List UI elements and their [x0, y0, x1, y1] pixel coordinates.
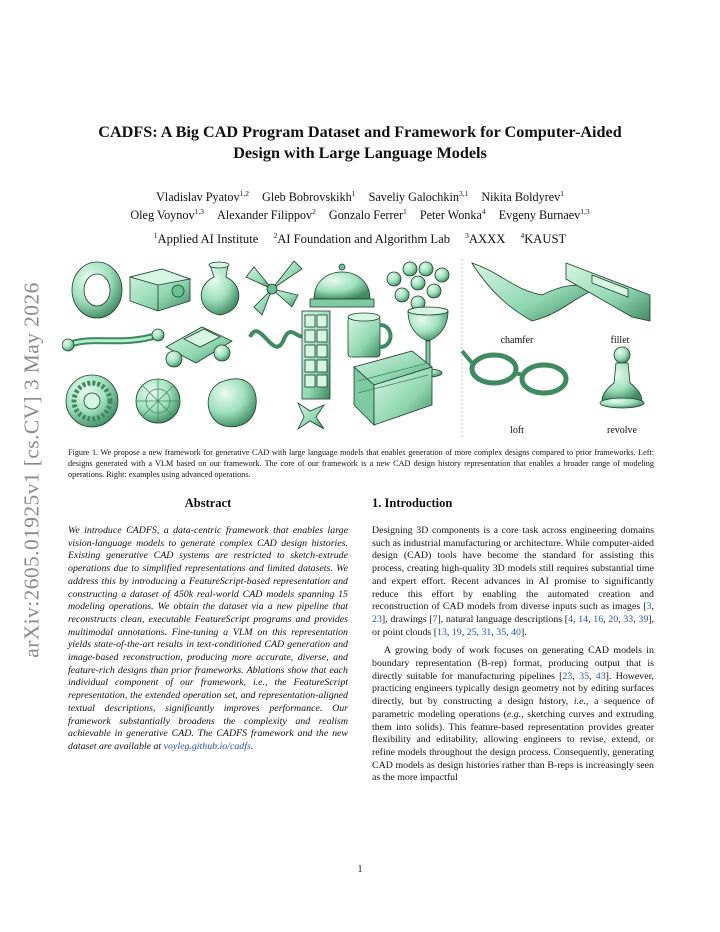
author [130, 208, 204, 222]
gear-model [66, 375, 118, 427]
citation-link[interactable]: 25 [466, 626, 477, 638]
author-name: Vladislav Pyatov [156, 190, 240, 204]
author-name: Oleg Voynov [130, 208, 195, 222]
affiliation-marker: 3 [465, 230, 469, 240]
introduction-heading: 1. Introduction [372, 496, 453, 510]
author-affiliation-marker: 2 [312, 206, 316, 216]
italic-text: e.g. [506, 708, 522, 720]
text-segment: , [573, 613, 579, 625]
chamfer-label: chamfer [500, 335, 534, 346]
citation-link[interactable]: 33 [623, 613, 634, 625]
author-name: Gonzalo Ferrer [328, 208, 404, 222]
citation-link[interactable]: 3 [646, 601, 652, 613]
author-name: Alexander Filippov [216, 208, 313, 222]
citation-link[interactable]: 7 [432, 613, 438, 625]
author-affiliation-marker: 1,3 [580, 206, 590, 216]
figure-caption: Figure 1. We propose a new framework for generative CAD with large language models that enables generation of more complex designs compared to prior frameworks. Left: designs generated with a VLM based on our framework. The core of our framework is a new CAD design history representation that enables a broader range of modeling operations. Right: examples using advanced operations. [68, 448, 654, 480]
text-segment: , [491, 626, 497, 638]
text-segment: , [589, 670, 596, 682]
affiliation [154, 232, 259, 246]
teaser-figure [62, 255, 660, 443]
citation-link[interactable]: 14 [578, 613, 589, 625]
author-affiliation-marker: 1,3 [194, 206, 204, 216]
text-segment: ], drawings [ [381, 613, 433, 625]
citation-link[interactable]: 23 [372, 613, 382, 625]
text-segment: , [506, 626, 512, 638]
figure-illustration [62, 255, 660, 443]
citation-link[interactable]: 40 [511, 626, 521, 638]
citation-link[interactable]: 35 [496, 626, 507, 638]
ring-model [72, 262, 122, 318]
author [499, 208, 590, 222]
text-segment: A growing body of work focuses on generating CAD models in boundary representation (B-rep) format, producing output that is directly suitable for manufacturing pipelines [ [372, 645, 654, 682]
toy-car-model [166, 327, 232, 367]
author [481, 190, 564, 204]
author-affiliation-marker: 1,2 [239, 188, 249, 198]
star-model [298, 403, 324, 429]
text-segment: Designing 3D components is a core task across engineering domains such as industrial manufacturing or architecture. While computer-aided design (CAD) tools have become the standard for assisting this process, creating high-quality 3D models still requires substantial time and expert effort. Recent advances in AI promise to significantly reduce this effort by enabling the automated creation and reconstruction of CAD models from diverse inputs such as images [ [372, 525, 654, 613]
affiliation-marker: 4 [520, 230, 525, 240]
author [217, 208, 316, 222]
text-segment: , [461, 626, 467, 638]
project-link[interactable]: voyleg.github.io/cadfs [163, 740, 251, 752]
affiliation [520, 232, 566, 246]
revolve-label: revolve [607, 425, 637, 436]
affiliation-name: KAUST [524, 232, 567, 246]
paper-title: CADFS: A Big CAD Program Dataset and Framework for Computer-Aided Design with Large Language Models [98, 123, 622, 162]
author-affiliation-marker: 4 [481, 206, 486, 216]
block-model [130, 269, 190, 311]
intro-paragraph-2 [372, 645, 654, 785]
lattice-sphere-model [136, 379, 180, 423]
text-segment: ]. [520, 626, 527, 638]
author-name: Gleb Bobrovskikh [262, 190, 352, 204]
text-segment: , [618, 613, 624, 625]
citation-link[interactable]: 35 [579, 670, 589, 682]
author [156, 190, 249, 204]
citation-link[interactable]: 16 [593, 613, 604, 625]
author-name: Saveliy Galochkin [368, 190, 459, 204]
author [420, 208, 486, 222]
citation-link[interactable]: 31 [481, 626, 492, 638]
rounded-cube-model [208, 379, 256, 427]
author [369, 190, 469, 204]
abstract-heading: Abstract [184, 496, 232, 510]
author-name: Evgeny Burnaev [498, 208, 581, 222]
author-list [70, 188, 650, 224]
italic-text: i.e. [573, 696, 586, 708]
loft-example-model [462, 351, 566, 393]
author-affiliation-marker: 1 [560, 188, 564, 198]
text-segment: , [476, 626, 482, 638]
abstract-end: . [250, 740, 254, 752]
dome-model [310, 264, 374, 307]
abstract-text [68, 525, 348, 754]
citation-link[interactable]: 43 [595, 670, 606, 682]
pipe-model [62, 329, 164, 351]
affiliation-name: AXXX [468, 232, 506, 246]
citation-link[interactable]: 19 [451, 626, 462, 638]
introduction-section [372, 496, 654, 791]
abstract-body: We introduce CADFS, a data-centric framework that enables large vision-language models to generate complex CAD design histories. Existing generative CAD systems are restricted to sketch-extrude operations due to simplified representations and limited datasets. We address this by introducing a FeatureScript-based representation and constructing a dataset of 450k real-world CAD models spanning 15 modeling operations. We obtain the dataset via a new pipeline that reconstructs clean, executable FeatureScript programs and provides multimodal annotations. Fine-tuning a VLM on this representation yields state-of-the-art results in text-conditioned CAD generation and image-based reconstruction, producing more accurate, diverse, and feature-rich designs than prior frameworks. Ablations show that each individual component of our framework, i.e., the FeatureScript representation, the extended operation set, and representation-aligned textual descriptions, significantly improves performance. Our framework substantially broadens the complexity and realism achievable in generative CAD. The CADFS framework and the new dataset are available at [68, 525, 348, 752]
text-segment: , a sequence of parametric modeling operations ( [372, 696, 654, 720]
author-name: Peter Wonka [419, 208, 482, 222]
author-name: Nikita Boldyrev [481, 190, 561, 204]
text-segment: ], or point clouds [ [372, 613, 655, 638]
author-affiliation-marker: 1 [403, 206, 407, 216]
text-segment: , [603, 613, 609, 625]
text-segment: , [572, 670, 580, 682]
vase-model [201, 262, 239, 315]
wire-spring-model [250, 327, 308, 347]
text-segment: ]. However, practicing engineers typically design geometry not by editing surfaces directly, but by constructing a design history, [372, 670, 654, 708]
author [329, 208, 407, 222]
citation-link[interactable]: 13 [437, 626, 447, 638]
text-segment: , [651, 601, 654, 613]
affiliation-marker: 1 [153, 230, 158, 240]
authors-line-2 [70, 206, 650, 224]
fillet-label: fillet [610, 335, 630, 346]
mug-model [348, 313, 391, 357]
affiliation [273, 232, 450, 246]
affiliation-name: AI Foundation and Algorithm Lab [277, 232, 450, 246]
arxiv-id: arXiv:2605.01925v1 [cs.CV] 3 May 2026 [19, 282, 44, 658]
author-affiliation-marker: 3,1 [458, 188, 469, 198]
text-segment: ], natural language descriptions [ [437, 613, 569, 625]
bench-model [354, 351, 432, 425]
affiliation [465, 232, 505, 246]
page-number: 1 [357, 864, 363, 875]
affiliation-marker: 2 [273, 230, 278, 240]
citation-link[interactable]: 23 [562, 670, 573, 682]
citation-link[interactable]: 20 [608, 613, 619, 625]
cabinet-model [302, 311, 330, 399]
revolve-example-model [600, 347, 644, 408]
arxiv-watermark [14, 260, 50, 680]
text-segment: , [633, 613, 639, 625]
loft-label: loft [510, 425, 524, 436]
text-segment: , [446, 626, 452, 638]
abstract-section [68, 496, 348, 754]
flower-model [387, 262, 449, 310]
citation-link[interactable]: 4 [568, 613, 574, 625]
author-affiliation-marker: 1 [351, 188, 356, 198]
text-segment: , sketching curves and extruding them into solids). This feature-based representation provides greater flexibility and editability, allowing engineers to revise, extend, or refine models throughout the design process. Consequently, generating CAD models as design histories rather than B-reps is increasingly seen as the more impactful [372, 708, 654, 784]
propeller-model [246, 261, 302, 315]
text-segment: , [588, 613, 594, 625]
affiliations [70, 232, 650, 247]
author [262, 190, 355, 204]
citation-link[interactable]: 39 [638, 613, 649, 625]
intro-paragraph-1 [372, 525, 654, 639]
affiliation-name: Applied AI Institute [157, 232, 259, 246]
authors-line-1 [70, 188, 650, 206]
